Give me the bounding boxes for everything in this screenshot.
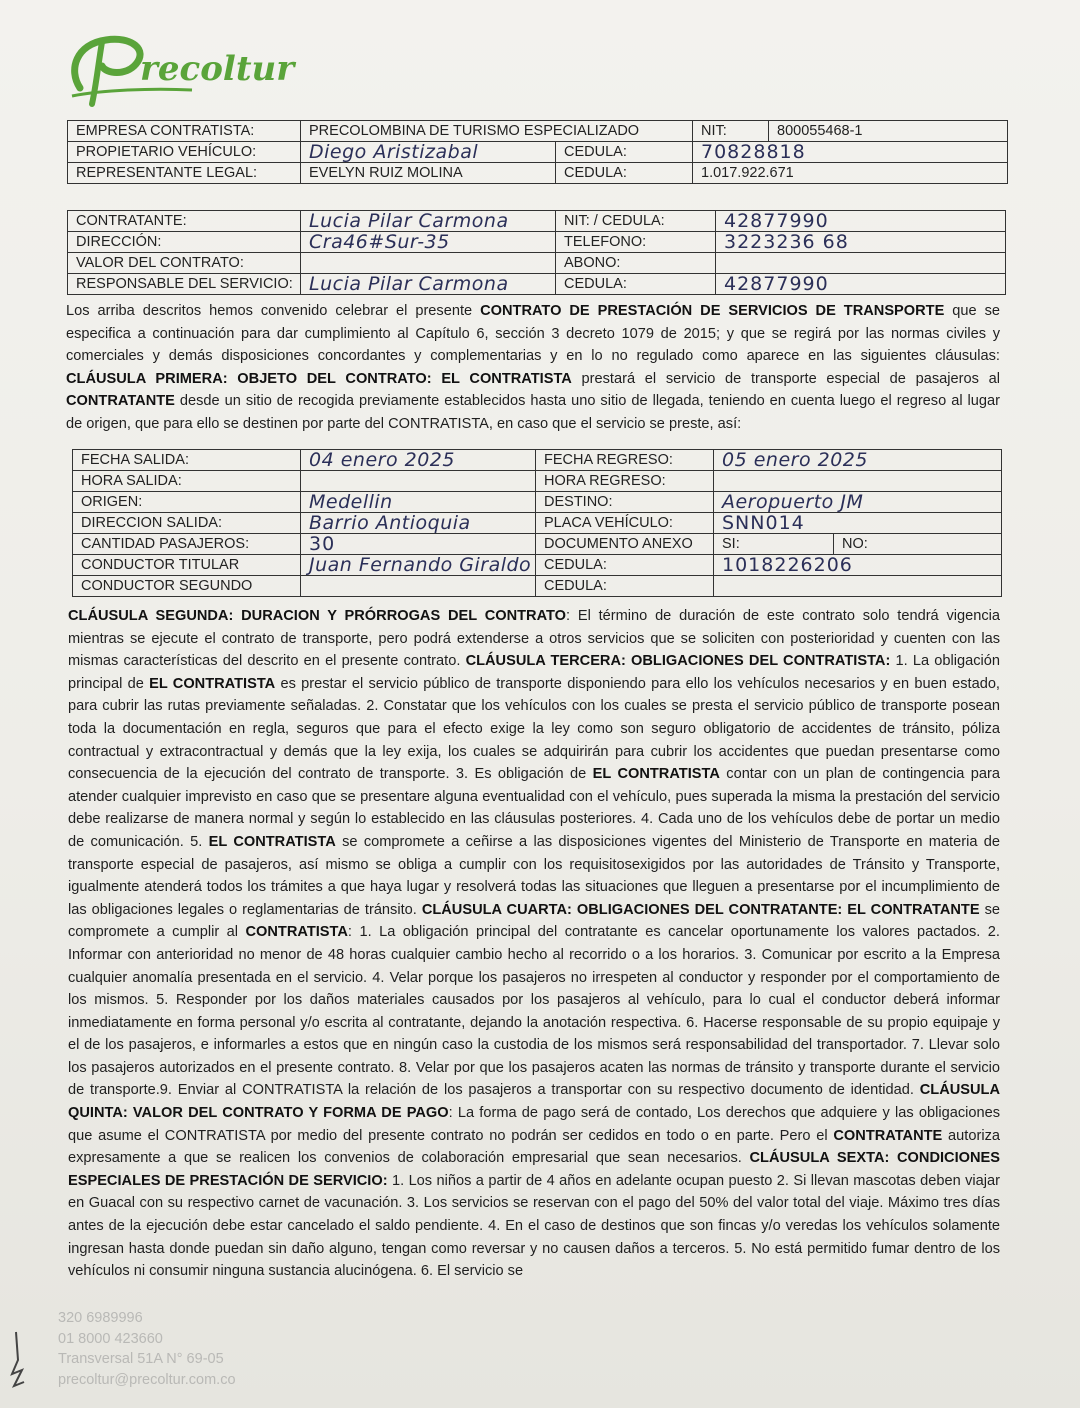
footer-phone-national: 01 8000 423660 <box>58 1330 163 1347</box>
origen-value[interactable]: Medellin <box>301 492 536 513</box>
footer-email: precoltur@precoltur.com.co <box>58 1371 236 1388</box>
intro-text: que se especifica a continuación para dar cumplimiento al Capítulo 6, sección 3 decreto 1079 de 2015; y que se regirá por las normas civiles y comerciales y demás disposiciones concordantes y complementarias y en lo no regulado como aparece en las siguientes cláusulas: <box>66 303 1000 365</box>
clause-text: autoriza expresamente a que se realicen los convenios de colaboración empresarial que sean necesarios. <box>68 1127 1000 1167</box>
clauses-body <box>68 605 1000 1283</box>
no-option[interactable]: NO: <box>834 534 1002 555</box>
cantidad-pasajeros-label: CANTIDAD PASAJEROS: <box>73 534 301 555</box>
propietario-label: PROPIETARIO VEHÍCULO: <box>68 142 301 163</box>
conductor-titular-label: CONDUCTOR TITULAR <box>73 555 301 576</box>
empresa-label: EMPRESA CONTRATISTA: <box>68 121 301 142</box>
contratante-value[interactable]: Lucia Pilar Carmona <box>301 211 556 232</box>
destino-value[interactable]: Aeropuerto JM <box>714 492 1002 513</box>
propietario-cedula[interactable]: 70828818 <box>693 142 1008 163</box>
footer-phone: 320 6989996 <box>58 1310 143 1326</box>
footer-address: Transversal 51A N° 69-05 <box>58 1351 224 1367</box>
contratante-term: CONTRATANTE <box>833 1127 943 1144</box>
clause-text: : El término de duración de este contrato solo tendrá vigencia mientras se ejecute el contrato de transporte, pero podrá extenderse a otros servicios que se soliciten con posterioridad y cuenten con las mismas características del descrito en el presente contrato. <box>68 608 1000 670</box>
contratante-label: CONTRATANTE: <box>68 211 301 232</box>
clausula-tercera-heading: CLÁUSULA TERCERA: OBLIGACIONES DEL CONTRATISTA: <box>465 653 891 670</box>
direccion-label: DIRECCIÓN: <box>68 232 301 253</box>
si-option[interactable]: SI: <box>714 534 834 555</box>
responsable-cedula[interactable]: 42877990 <box>716 274 1006 295</box>
direccion-salida-value[interactable]: Barrio Antioquia <box>301 513 536 534</box>
nit-label: NIT: <box>693 121 769 142</box>
valor-contrato-label: VALOR DEL CONTRATO: <box>68 253 301 274</box>
representante-value: EVELYN RUIZ MOLINA <box>301 163 556 184</box>
clause-text: se compromete a cumplir al <box>68 901 1000 941</box>
clausula-segunda-heading: CLÁUSULA SEGUNDA: DURACION Y PRÓRROGAS DEL CONTRATO <box>68 608 567 624</box>
hora-salida-label: HORA SALIDA: <box>73 471 301 492</box>
telefono-label: TELEFONO: <box>556 232 716 253</box>
clause-text: se compromete a ceñirse a las disposiciones vigentes del Ministerio de Transporte en materia de transporte especial de pasajeros, así mismo se obliga a cumplir con los requisitosexigidos por las autoridades de Tránsito y Transporte, igualmente atenderá todos los trámites a que haya lugar y resolverá todas las situaciones que lleguen a presentarse por el incumplimiento de las obligaciones legales o reglamentarias de tránsito. <box>68 833 1000 918</box>
conductor-segundo-value[interactable] <box>301 576 536 597</box>
conductor-segundo-cedula[interactable] <box>714 576 1002 597</box>
company-table <box>67 120 1008 184</box>
clausula-quinta-heading: CLÁUSULA QUINTA: VALOR DEL CONTRATO Y FORMA DE PAGO <box>68 1082 1000 1122</box>
representante-label: REPRESENTANTE LEGAL: <box>68 163 301 184</box>
destino-label: DESTINO: <box>536 492 714 513</box>
direccion-salida-label: DIRECCION SALIDA: <box>73 513 301 534</box>
responsable-value[interactable]: Lucia Pilar Carmona <box>301 274 556 295</box>
contratista-term: EL CONTRATISTA <box>592 766 720 783</box>
intro-text: desde un sitio de recogida previamente establecidos hasta uno sitio de llegada, teniendo en cuenta luego el regreso al lugar de origen, que para ello se destinen por parte del CONTRATISTA, en caso que el servicio se preste, así: <box>66 393 1000 432</box>
contratante-table <box>67 210 1006 295</box>
empresa-value: PRECOLOMBINA DE TURISMO ESPECIALIZADO <box>301 121 693 142</box>
clausula-sexta-heading: CLÁUSULA SEXTA: CONDICIONES ESPECIALES DE PRESTACIÓN DE SERVICIO: <box>68 1150 1000 1189</box>
clausula-primera-heading: CLÁUSULA PRIMERA: OBJETO DEL CONTRATO: EL CONTRATISTA <box>66 370 572 387</box>
nit-cedula-value[interactable]: 42877990 <box>716 211 1006 232</box>
clause-text: es prestar el servicio público de transporte disponiendo para ello los vehículos necesarios y en buen estado, para cubrir las rutas previamente señaladas. 2. Constatar que los vehículos con los cuales se presta el servicio público de transporte posean toda la documentación en regla, seguros que para el efecto exige la ley como son seguro obligatorio de accidentes de tránsito, póliza contractual y extracontractual y demás que la ley exija, los cuales se adquirirán para cubrir los accidentes que puedan presentarse como consecuencia de la ejecución del contrato de transporte. 3. Es obligación de <box>68 675 1000 783</box>
fecha-salida-label: FECHA SALIDA: <box>73 450 301 471</box>
fecha-salida-value[interactable]: 04 enero 2025 <box>301 450 536 471</box>
clausula-cuarta-heading: CLÁUSULA CUARTA: OBLIGACIONES DEL CONTRATANTE: EL CONTRATANTE <box>421 901 980 918</box>
hora-regreso-label: HORA REGRESO: <box>536 471 714 492</box>
cedula-label: CEDULA: <box>556 142 693 163</box>
intro-paragraph <box>66 300 1000 436</box>
trip-table <box>72 449 1002 597</box>
responsable-label: RESPONSABLE DEL SERVICIO: <box>68 274 301 295</box>
valor-contrato-value[interactable] <box>301 253 556 274</box>
footer-contact <box>58 1308 236 1390</box>
conductor-titular-cedula[interactable]: 1018226206 <box>714 555 1002 576</box>
fecha-regreso-label: FECHA REGRESO: <box>536 450 714 471</box>
placa-label: PLACA VEHÍCULO: <box>536 513 714 534</box>
fecha-regreso-value[interactable]: 05 enero 2025 <box>714 450 1002 471</box>
direccion-value[interactable]: Cra46#Sur-35 <box>301 232 556 253</box>
hora-regreso-value[interactable] <box>714 471 1002 492</box>
propietario-value[interactable]: Diego Aristizabal <box>301 142 556 163</box>
contract-title: CONTRATO DE PRESTACIÓN DE SERVICIOS DE TRANSPORTE <box>480 303 945 319</box>
clause-text: 1. La obligación principal de <box>68 653 1000 692</box>
cedula-label: CEDULA: <box>536 576 714 597</box>
intro-text: Los arriba descritos hemos convenido celebrar el presente <box>66 303 481 319</box>
precoltur-logo <box>62 30 322 110</box>
intro-text: prestará el servicio de transporte especial de pasajeros al <box>571 370 1000 387</box>
conductor-segundo-label: CONDUCTOR SEGUNDO <box>73 576 301 597</box>
placa-value[interactable]: SNN014 <box>714 513 1002 534</box>
clause-text: contar con un plan de contingencia para atender cualquier imprevisto en caso que se presentare alguna eventualidad con el vehículo, pues superada la misma la prestación del servicio debe realizarse de manera normal y según lo establecido en las cláusulas posteriores. 4. Cada uno de los vehículos debe de portar un medio de comunicación. 5. <box>68 766 1000 850</box>
contratista-term: CONTRATISTA <box>245 924 348 941</box>
abono-value[interactable] <box>716 253 1006 274</box>
conductor-titular-value[interactable]: Juan Fernando Giraldo <box>301 555 536 576</box>
abono-label: ABONO: <box>556 253 716 274</box>
margin-pen-mark <box>6 1330 28 1390</box>
cantidad-pasajeros-value[interactable]: 30 <box>301 534 536 555</box>
contratista-term: EL CONTRATISTA <box>208 833 336 850</box>
cedula-label: CEDULA: <box>536 555 714 576</box>
cedula-label: CEDULA: <box>556 274 716 295</box>
svg-text:recoltur: recoltur <box>140 49 295 89</box>
contratista-term: EL CONTRATISTA <box>149 675 276 692</box>
nit-cedula-label: NIT: / CEDULA: <box>556 211 716 232</box>
clause-text: : La forma de pago será de contado, Los derechos que adquiere y las obligaciones que asume el CONTRATISTA por medio del presente contrato no podrán ser cedidos en todo o en parte. Pero el <box>68 1105 1001 1144</box>
documento-anexo-label: DOCUMENTO ANEXO <box>536 534 714 555</box>
clause-text: 1. Los niños a partir de 4 años en adelante ocupan puesto 2. Si llevan mascotas deben viajar en Guacal con su respectivo carnet de vacunación. 3. Los servicios se reservan con el pago del 50% del valor total del viaje. Máximo tres días antes de la ejecución debe estar cancelado el saldo pendiente. 4. En el caso de destinos que son fincas y/o veredas los vehículos solamente ingresan hasta donde puedan sin daño alguno, tengan como reversar y no causen daños a terceros. 5. No está permitido fumar dentro de los vehículos ni consumir ninguna sustancia alucinógena. 6. El servicio se <box>68 1172 1000 1280</box>
cedula-label: CEDULA: <box>556 163 693 184</box>
origen-label: ORIGEN: <box>73 492 301 513</box>
telefono-value[interactable]: 3223236 68 <box>716 232 1006 253</box>
nit-value: 800055468-1 <box>769 121 1008 142</box>
clause-text: : 1. La obligación principal del contratante es cancelar oportunamente los valores pactados. 2. Informar con anterioridad no menor de 48 horas cualquier cambio hecho al recorrido o a los horarios. 3. Comunicar por escrito a la Empresa cualquier anomalía presentada en el servicio. 4. Velar porque los pasajeros no irrespeten al conductor y responder por el comportamiento de los mismos. 5. Responder por los daños materiales causados por los pasajeros al vehículo, para lo cual el conductor deberá informar inmediatamente en forma personal y/o escrita al contratante, dejando la anotación respectiva. 6. Hacerse responsable de su propio equipaje y el de los pasajeros, e informarles a estos que en ningún caso la custodia de los mismos será responsabilidad del transportador. 7. Llevar solo los pasajeros autorizados en el presente contrato. 8. Velar por que los pasajeros acaten las normas de tránsito y transporte durante el servicio de transporte.9. Enviar al CONTRATISTA la relación de los pasajeros a transportar con su respectivo documento de identidad. <box>68 924 1000 1099</box>
representante-cedula: 1.017.922.671 <box>693 163 1008 184</box>
hora-salida-value[interactable] <box>301 471 536 492</box>
contratante-term: CONTRATANTE <box>66 393 175 410</box>
